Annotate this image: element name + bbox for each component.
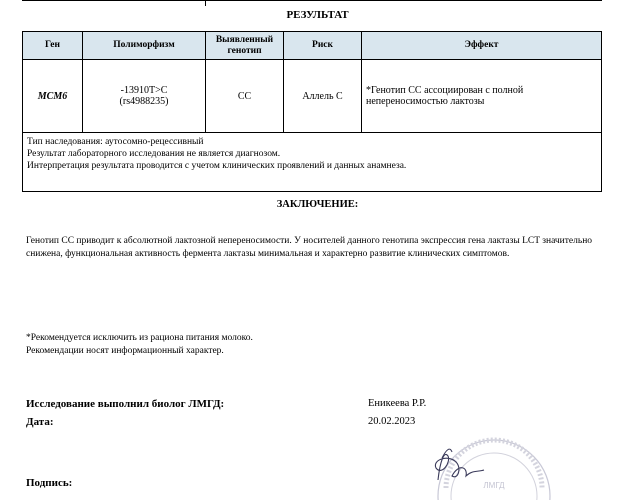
header-gene: Ген [23,32,83,60]
result-table [22,31,602,192]
table-header-row [23,32,602,60]
stamp-inner-ring [451,453,537,500]
date-label: Дата: [26,416,54,428]
top-rule [22,0,602,1]
cell-polymorphism [83,60,206,133]
table-row [23,60,602,133]
top-tick [205,0,206,6]
note-diagnosis: Результат лабораторного исследования не является диагнозом. [27,149,281,159]
cell-genotype: CC [206,60,284,133]
stamp-center-text: ЛМГД [483,481,505,490]
handwritten-signature [435,454,484,480]
stamp-signature-graphic [428,436,568,500]
sign-label: Подпись: [26,477,73,489]
cell-risk: Аллель С [284,60,362,133]
cell-gene: MCM6 [23,60,83,133]
recommendation-block [26,332,253,358]
result-title: РЕЗУЛЬТАТ [286,9,349,21]
header-effect: Эффект [362,32,602,60]
polymorphism-line1: -13910T>C [120,85,168,96]
header-genotype: Выявленный генотип [206,32,284,60]
notes-row [23,133,602,192]
note-inheritance: Тип наследования: аутосомно-рецессивный [27,137,204,147]
stamp-outer-ring [438,440,550,500]
cell-effect: *Генотип СС ассоциирован с полной непереносимостью лактозы [362,60,602,133]
disclaimer-text: Рекомендации носят информационный характер. [26,346,224,356]
notes-cell [23,133,602,192]
note-interpretation: Интерпретация результата проводится с учетом клинических проявлений и данных анамнеза. [27,161,407,171]
conclusion-text: Генотип СС приводит к абсолютной лактозной непереносимости. У носителей данного генотипа экспрессия гена лактазы LCT значительно снижена, функциональная активность фермента лактазы минимальная и характерно развитие клинических симптомов. [26,236,593,259]
polymorphism-line2: (rs4988235) [119,96,169,107]
performed-label: Исследование выполнил биолог ЛМГД: [26,398,225,410]
header-polymorphism: Полиморфизм [83,32,206,60]
performer-name: Еникеева Р.Р. [368,398,427,409]
recommendation-text: *Рекомендуется исключить из рациона питания молоко. [26,333,253,343]
conclusion-title: ЗАКЛЮЧЕНИЕ: [276,199,359,210]
header-risk: Риск [284,32,362,60]
date-value: 20.02.2023 [368,416,416,427]
